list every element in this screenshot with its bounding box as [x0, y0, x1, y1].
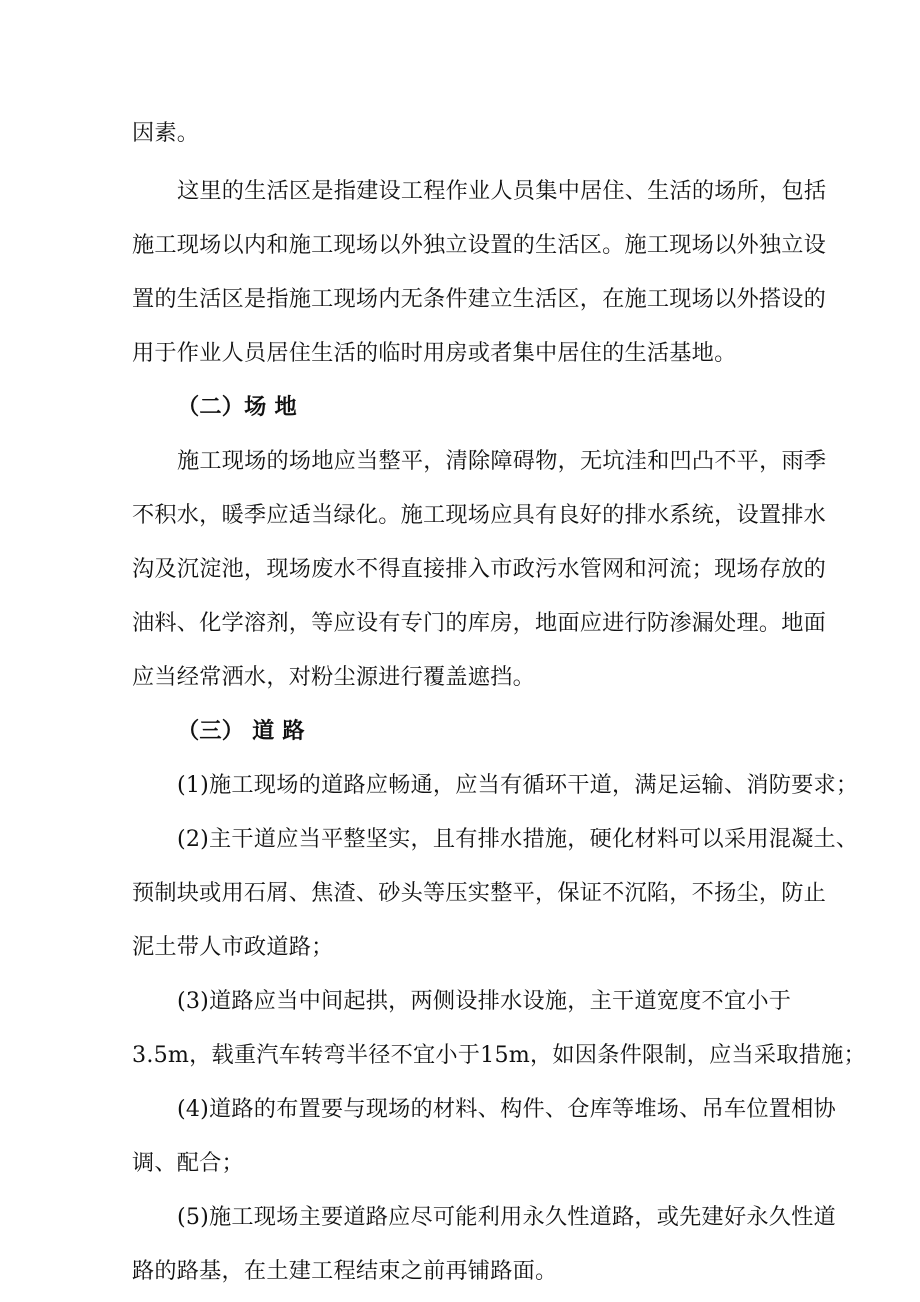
list-item: (3)道路应当中间起拱，两侧设排水设施，主干道宽度不宜小于	[177, 988, 792, 1014]
paragraph-line: 3.5m，载重汽车转弯半径不宜小于15m，如因条件限制，应当采取措施；	[132, 1042, 866, 1068]
paragraph-line: 应当经常洒水，对粉尘源进行覆盖遮挡。	[132, 664, 535, 690]
paragraph-line: 油料、化学溶剂，等应设有专门的库房，地面应进行防渗漏处理。地面	[132, 610, 827, 636]
paragraph-line: 施工现场以内和施工现场以外独立设置的生活区。施工现场以外独立设	[132, 232, 827, 258]
paragraph-line: 这里的生活区是指建设工程作业人员集中居住、生活的场所，包括	[177, 178, 827, 204]
paragraph-line: 置的生活区是指施工现场内无条件建立生活区，在施工现场以外搭设的	[132, 286, 827, 312]
paragraph-line: 调、配合；	[132, 1150, 244, 1176]
paragraph-line: 泥土带人市政道路；	[132, 934, 334, 960]
list-item: (1)施工现场的道路应畅通，应当有循环干道，满足运输、消防要求；	[177, 772, 859, 798]
list-item: (4)道路的布置要与现场的材料、构件、仓库等堆场、吊车位置相协	[177, 1096, 836, 1122]
paragraph-line: 沟及沉淀池，现场废水不得直接排入市政污水管网和河流；现场存放的	[132, 556, 827, 582]
paragraph-line: 不积水，暖季应适当绿化。施工现场应具有良好的排水系统，设置排水	[132, 502, 827, 528]
paragraph-line: 预制块或用石屑、焦渣、砂头等压实整平，保证不沉陷，不扬尘，防止	[132, 880, 827, 906]
paragraph-line: 施工现场的场地应当整平，清除障碍物，无坑洼和凹凸不平，雨季	[177, 448, 827, 474]
paragraph-line: 路的路基，在土建工程结束之前再铺路面。	[132, 1258, 558, 1284]
paragraph-line: 用于作业人员居住生活的临时用房或者集中居住的生活基地。	[132, 340, 737, 366]
list-item: (5)施工现场主要道路应尽可能利用永久性道路，或先建好永久性道	[177, 1204, 836, 1230]
list-item: (2)主干道应当平整坚实，且有排水措施，硬化材料可以采用混凝土、	[177, 826, 859, 852]
section-heading-site: （二）场 地	[177, 394, 297, 420]
section-heading-road: （三） 道 路	[177, 718, 305, 744]
paragraph-line: 因素。	[132, 120, 200, 146]
